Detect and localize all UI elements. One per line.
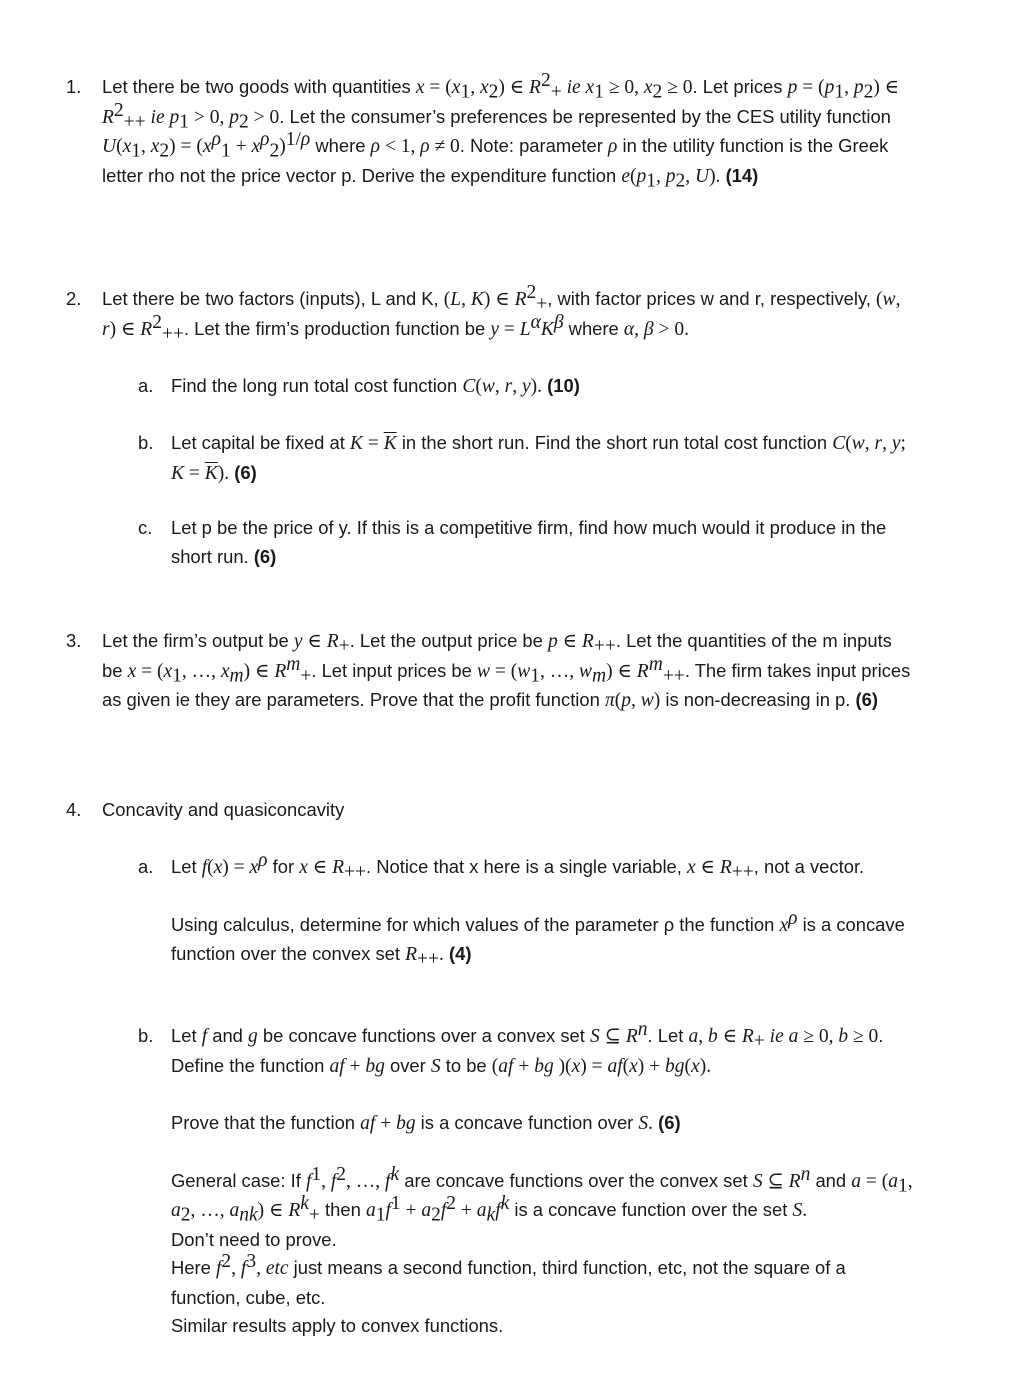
question-2b: b. Let capital be fixed at $K = \overline{K}$ in the short run. Find the short run total cost function C(w, r, y; $K = \overline{K}$). (6) — [138, 432, 906, 484]
question-title: Concavity and quasiconcavity — [102, 799, 345, 820]
question-2a: a. Find the long run total cost function C(w, r, y). (10) — [138, 375, 580, 397]
marks: (10) — [547, 375, 580, 396]
question-4b: b. Let f and g be concave functions over a convex set S ⊆ $R^n$. Let a, b ∈ $R_+$ ie a ≥ 0, b ≥ 0. Define the function af + bg over S to be (af + bg )(x) = af(x) + bg(x). Prove that the function af + bg is a concave function over S. (6) General case: If $f^1$, $f^2$, …, $f^k$ are concave functions over the convex set S ⊆ $R^n$ and $a = (a_1$, $a_2$, …, $a_{nk}$) ∈ $R^k_+$ then $a_1f^1 + a_2f^2 + a_kf^k$ is a concave function over the set S. Don’t need to prove. Here $f^2$, $f^3$, etc just means a second function, third function, etc, not the square of a function, cube, etc. Similar results apply to convex functions. — [138, 1018, 913, 1336]
question-number: 1. — [66, 76, 82, 97]
marks: (6) — [253, 545, 277, 567]
question-2c: c. Let p be the price of y. If this is a competitive firm, find how much would it produce in the short run. (6) — [138, 517, 887, 567]
question-number: 2. — [66, 288, 82, 309]
question-text: Let there be two factors (inputs), L and K, (L, K) ∈ $R^2_+$, with factor prices w and r, respectively, (w, r) ∈ $R^2_{++}$. Let the firm’s production function be $y = L^\alpha K^\beta$ where α, β > 0. — [102, 281, 901, 345]
marks: (4) — [449, 943, 472, 964]
marks: (6) — [234, 461, 257, 483]
marks: (6) — [658, 1112, 681, 1133]
question-3 — [66, 627, 916, 716]
question-2 — [66, 281, 916, 345]
question-4 — [66, 796, 916, 825]
question-1 — [66, 69, 916, 192]
question-number: 4. — [66, 799, 82, 820]
question-text: Let the firm’s output be y ∈ $R_+$. Let the output price be p ∈ $R_{++}$. Let the quantities of the m inputs be $x = (x_1$, …, $x_m$) ∈ $R^m_+$. Let input prices be $w = (w_1$, …, $w_m$) ∈ $R^m_{++}$. The firm takes input prices as given ie they are parameters. Prove that the profit function π(p, w) is non-decreasing in p. (6) — [102, 630, 911, 711]
marks: (14) — [725, 164, 759, 186]
question-number: 3. — [66, 630, 82, 651]
question-text: Let there be two goods with quantities $x = (x_1$, $x_2$) ∈ $R^2_+$ ie $x_1 \ge 0$, $x_2 \ge 0$. Let prices $p = (p_1$, $p_2$) ∈ $R^2_{++}$ ie $p_1 > 0$, $p_2 > 0$. Let the consumer’s preferences be represented by the CES utility function $U(x_1$, $x_2) = (x^\rho_1 + x^\rho_2)^{1/\rho}$ where ρ < 1, ρ ≠ 0. Note: parameter ρ in the utility function is the Greek letter rho not the price vector p. Derive the expenditure function $e(p_1$, $p_2$, U). (14) — [102, 69, 900, 192]
question-4a: a. Let $f(x) = x^\rho$ for x ∈ $R_{++}$. Notice that x here is a single variable, x ∈ $R_{++}$, not a vector. Using calculus, determine for which values of the parameter ρ the function $x^\rho$ is a concave function over the convex set $R_{++}$. (4) — [138, 849, 905, 970]
marks: (6) — [855, 689, 879, 710]
